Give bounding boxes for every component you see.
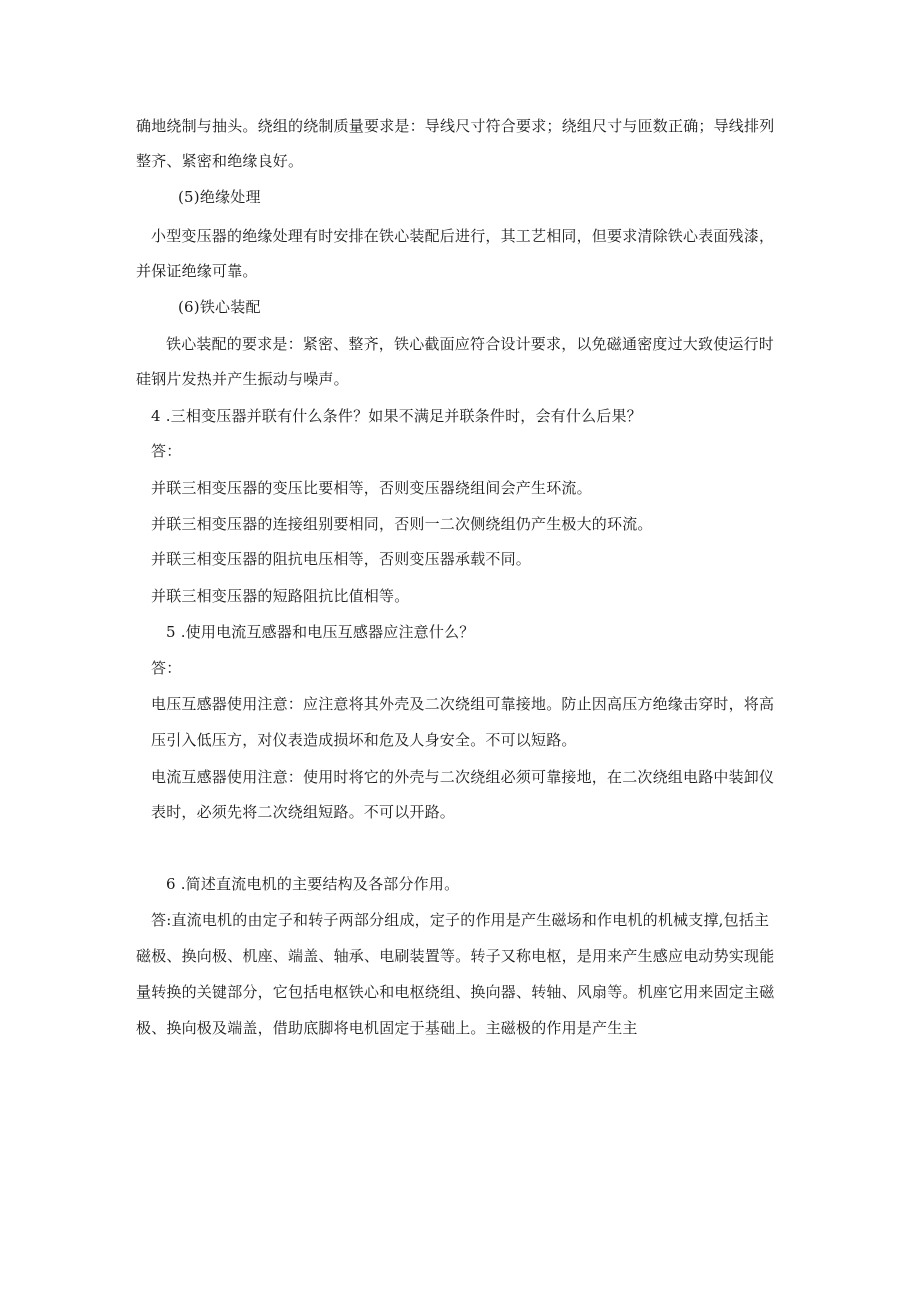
text-line: 磁极、换向极、机座、端盖、轴承、电刷装置等。转子又称电枢，是用来产生感应电动势实现能 <box>136 947 775 965</box>
text-line: 确地绕制与抽头。绕组的绕制质量要求是：导线尺寸符合要求；绕组尺寸与匝数正确；导线排列 <box>136 117 775 135</box>
text-line: 电流互感器使用注意：使用时将它的外壳与二次绕组必须可靠接地，在二次绕组电路中装卸仪 <box>151 768 775 786</box>
question-heading: 6 .简述直流电机的主要结构及各部分作用。 <box>166 875 460 893</box>
section-heading: (5)绝缘处理 <box>178 188 261 206</box>
text-line: 并联三相变压器的阻抗电压相等，否则变压器承载不同。 <box>151 550 532 568</box>
question-heading: 5 .使用电流互感器和电压互感器应注意什么？ <box>166 623 475 641</box>
text-line: 并保证绝缘可靠。 <box>136 262 258 280</box>
text-line: 答:直流电机的由定子和转子两部分组成，定子的作用是产生磁场和作电机的机械支撑,包括主 <box>151 911 770 929</box>
text-line: 极、换向极及端盖，借助底脚将电机固定于基础上。主磁极的作用是产生主 <box>136 1019 638 1037</box>
text-line: 压引入低压方，对仪表造成损坏和危及人身安全。不可以短路。 <box>151 731 577 749</box>
text-line: 铁心装配的要求是：紧密、整齐，铁心截面应符合设计要求，以免磁通密度过大致使运行时 <box>166 335 775 353</box>
question-heading: 4 .三相变压器并联有什么条件？如果不满足并联条件时，会有什么后果？ <box>151 407 642 425</box>
text-line: 并联三相变压器的短路阻抗比值相等。 <box>151 587 410 605</box>
text-line: 量转换的关键部分，它包括电枢铁心和电枢绕组、换向器、转轴、风扇等。机座它用来固定主磁 <box>136 983 775 1001</box>
text-line: 表时，必须先将二次绕组短路。不可以开路。 <box>151 803 456 821</box>
answer-label: 答： <box>151 442 182 460</box>
text-line: 小型变压器的绝缘处理有时安排在铁心装配后进行，其工艺相同，但要求清除铁心表面残漆， <box>151 227 775 245</box>
text-line: 电压互感器使用注意：应注意将其外壳及二次绕组可靠接地。防止因高压方绝缘击穿时，将高 <box>151 695 775 713</box>
text-line: 硅钢片发热并产生振动与噪声。 <box>136 370 349 388</box>
text-line: 并联三相变压器的连接组别要相同，否则一二次侧绕组仍产生极大的环流。 <box>151 515 653 533</box>
text-line: 整齐、紧密和绝缘良好。 <box>136 152 304 170</box>
section-heading: (6)铁心装配 <box>178 298 261 316</box>
text-line: 并联三相变压器的变压比要相等，否则变压器绕组间会产生环流。 <box>151 479 592 497</box>
answer-label: 答： <box>151 659 182 677</box>
